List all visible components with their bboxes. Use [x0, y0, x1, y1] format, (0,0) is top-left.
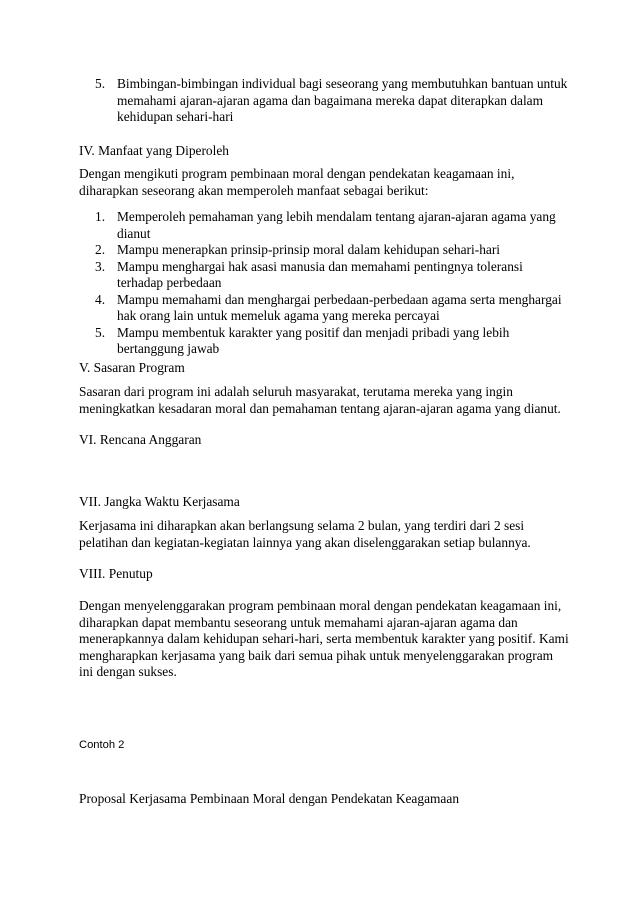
list-item-text: Bimbingan-bimbingan individual bagi seseorang yang membutuhkan bantuan untuk memahami ajaran-ajaran agama dan bagaimana mereka dapat diterapkan dalam kehidupan sehari-hari — [117, 76, 568, 124]
list-item — [79, 242, 569, 259]
list-item — [79, 292, 569, 325]
next-proposal-title: Proposal Kerjasama Pembinaan Moral dengan Pendekatan Keagamaan — [79, 791, 460, 806]
list-item — [79, 76, 569, 126]
section-heading-jangka-waktu: VII. Jangka Waktu Kerjasama — [79, 494, 240, 509]
list-item — [79, 259, 569, 292]
section-heading-anggaran: VI. Rencana Anggaran — [79, 432, 202, 447]
numbered-list-top — [79, 76, 569, 126]
list-item-number: 1. — [95, 209, 106, 224]
list-item-text: Mampu menghargai hak asasi manusia dan memahami pentingnya toleransi terhadap perbedaan — [117, 258, 523, 290]
list-item-text: Memperoleh pemahaman yang lebih mendalam tentang ajaran-ajaran agama yang dianut — [117, 209, 556, 241]
paragraph-manfaat-intro: Dengan mengikuti program pembinaan moral dengan pendekatan keagamaan ini, diharapkan seseorang akan memperoleh manfaat sebagai berikut: — [79, 166, 515, 198]
paragraph-sasaran: Sasaran dari program ini adalah seluruh masyarakat, terutama mereka yang ingin meningkatkan kesadaran moral dan pemahaman tentang ajaran-ajaran agama yang dianut. — [79, 384, 561, 416]
section-heading-manfaat: IV. Manfaat yang Diperoleh — [79, 143, 229, 158]
list-item — [79, 209, 569, 242]
list-item-number: 2. — [95, 242, 106, 257]
list-item-number: 3. — [95, 258, 106, 274]
list-item-number: 5. — [95, 76, 106, 91]
section-heading-sasaran: V. Sasaran Program — [79, 360, 185, 375]
section-heading-penutup: VIII. Penutup — [79, 566, 153, 581]
example-label: Contoh 2 — [79, 739, 125, 751]
list-item-text: Mampu menerapkan prinsip-prinsip moral dalam kehidupan sehari-hari — [117, 242, 501, 257]
list-item — [79, 325, 569, 358]
paragraph-jangka-waktu: Kerjasama ini diharapkan akan berlangsung selama 2 bulan, yang terdiri dari 2 sesi pelatihan dan kegiatan-kegiatan lainnya yang akan diselenggarakan setiap bulannya. — [79, 518, 531, 550]
numbered-list-manfaat — [79, 209, 569, 358]
list-item-number: 4. — [95, 291, 106, 307]
list-item-text: Mampu memahami dan menghargai perbedaan-perbedaan agama serta menghargai hak orang lain untuk memeluk agama yang mereka percayai — [117, 291, 562, 323]
list-item-number: 5. — [95, 324, 106, 340]
paragraph-penutup: Dengan menyelenggarakan program pembinaan moral dengan pendekatan keagamaan ini, diharapkan dapat membantu seseorang untuk memahami ajaran-ajaran agama dan menerapkannya dalam kehidupan sehari-hari, serta membentuk karakter yang positif. Kami mengharapkan kerjasama yang baik dari semua pihak untuk menyelenggarakan program ini dengan sukses. — [79, 598, 569, 679]
list-item-text: Mampu membentuk karakter yang positif dan menjadi pribadi yang lebih bertanggung jawab — [117, 324, 510, 356]
